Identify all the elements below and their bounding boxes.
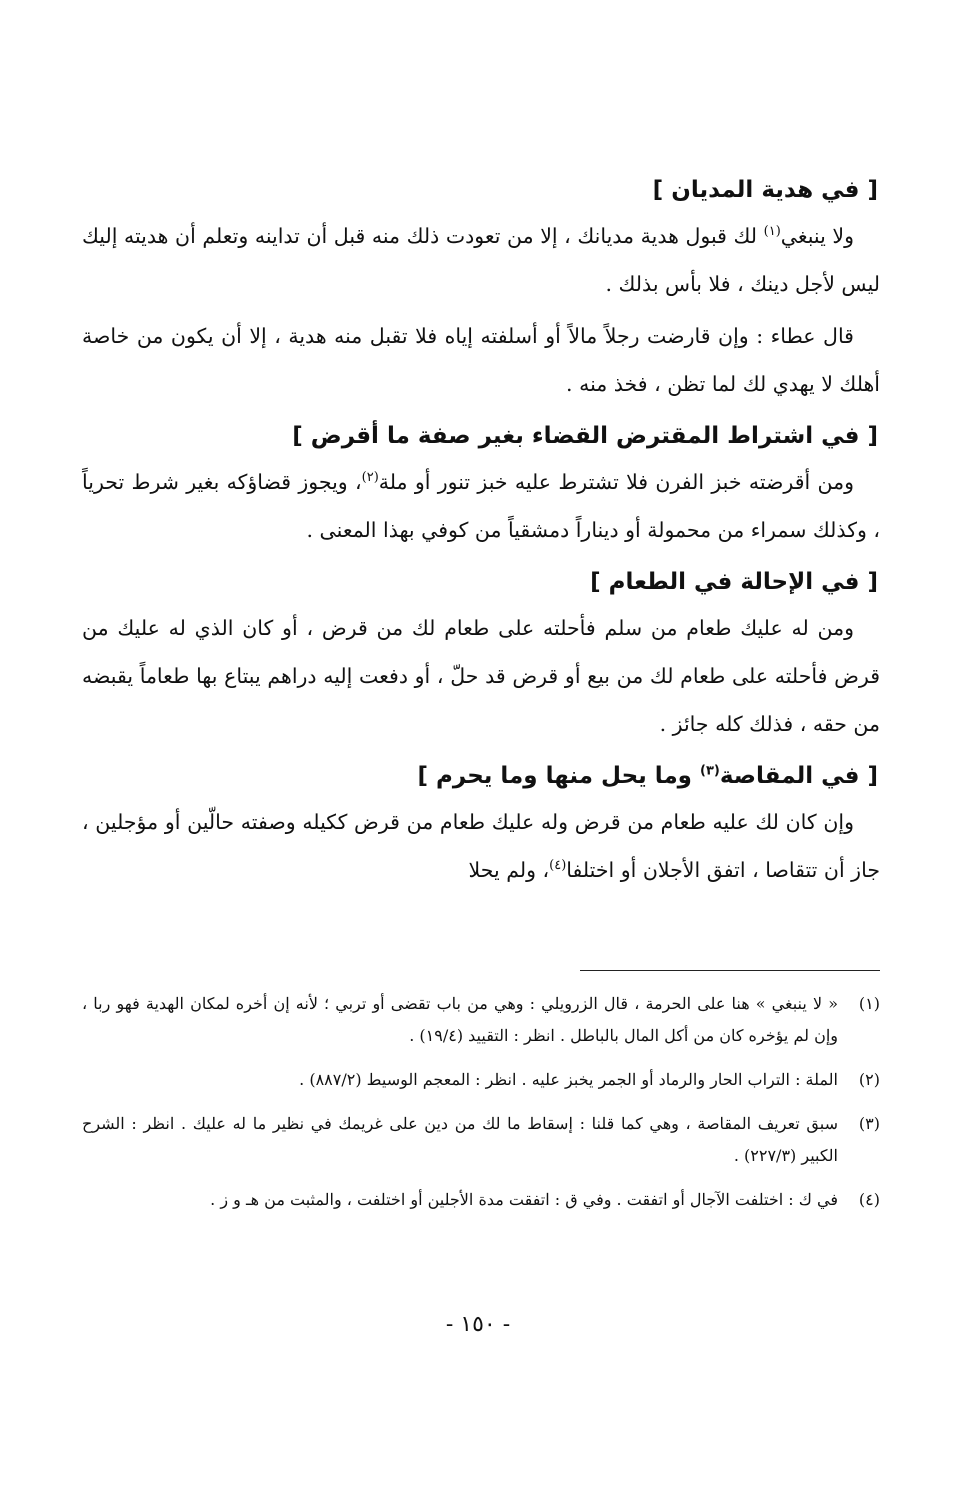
footnote-ref[interactable]: (١) xyxy=(763,224,781,240)
page-number: - ١٥٠ - xyxy=(445,1312,511,1337)
section-heading: [ في الإحالة في الطعام ] xyxy=(590,569,878,595)
paragraph-text: ومن له عليك طعام من سلم فأحلته على طعام لك من قرض ، أو كان الذي له عليك من قرض فأحلته على طعام لك من بيع أو قرض قد حلّ ، أو دفعت إليه دراهم يبتاع بها طعاماً يقبضه من حقه ، فذلك كله جائز . xyxy=(82,616,880,736)
footnote-divider xyxy=(580,970,880,971)
footnote-ref[interactable]: (٣) xyxy=(699,763,720,779)
footnote-text: في ك : اختلفت الآجال أو اتفقت . وفي ق : اتفقت مدة الأجلين أو اختلفت ، والمثبت من هـ و ز . xyxy=(210,1190,838,1209)
footnote-ref[interactable]: (٢) xyxy=(361,470,379,486)
footnote-number: (٣) xyxy=(858,1114,880,1133)
footnote xyxy=(82,1064,880,1096)
footnote-text: سبق تعريف المقاصة ، وهي كما قلنا : إسقاط ما لك من دين على غريمك في نظير ما له عليك . انظر : الشرح الكبير (٢٢٧/٣) . xyxy=(82,1114,838,1165)
footnote-number: (٢) xyxy=(858,1070,880,1089)
page-body xyxy=(82,168,880,894)
footnote-text: « لا ينبغي » هنا على الحرمة ، قال الزرويلي : وهي من باب تقضى أو تربي ؛ لأنه إن أخره لمكان الهدية فهو ربا ، وإن لم يؤخره كان من أكل المال بالباطل . انظر : التقييد (١٩/٤) . xyxy=(82,994,838,1045)
footnote-ref[interactable]: (٤) xyxy=(549,858,567,874)
section-heading: [ في اشتراط المقترض القضاء بغير صفة ما أقرض ] xyxy=(292,423,878,449)
paragraph xyxy=(82,212,880,308)
heading-text: وما يحل منها وما يحرم ] xyxy=(417,763,700,789)
footnote xyxy=(82,1184,880,1216)
paragraph xyxy=(82,312,880,408)
footnote xyxy=(82,988,880,1052)
paragraph-text: ومن أقرضته خبز الفرن فلا تشترط عليه خبز تنور أو ملة xyxy=(378,470,854,494)
section-heading: [ في هدية المديان ] xyxy=(652,177,878,203)
footnote-number: (١) xyxy=(858,994,880,1013)
paragraph-text: ، ويجوز قضاؤكه بغير شرط تحرياً ، وكذلك سمراء من محمولة أو ديناراً دمشقياً من كوفي بهذا المعنى . xyxy=(82,470,880,542)
paragraph-text: ، ولم يحلا xyxy=(468,858,550,882)
footnote-number: (٤) xyxy=(858,1190,880,1209)
section-heading xyxy=(82,754,880,798)
paragraph-text: لك قبول هدية مديانك ، إلا من تعودت ذلك منه قبل أن تداينه وتعلم أن هديته إليك ليس لأجل دينك ، فلا بأس بذلك . xyxy=(82,224,880,296)
heading-text: [ في المقاصة xyxy=(719,763,878,789)
paragraph-text: ولا ينبغي xyxy=(780,224,854,248)
paragraph xyxy=(82,798,880,894)
paragraph-text: قال عطاء : وإن قارضت رجلاً مالاً أو أسلفته إياه فلا تقبل منه هدية ، إلا أن يكون من خاصة أهلك لا يهدي لك لما تظن ، فخذ منه . xyxy=(82,324,880,396)
paragraph xyxy=(82,604,880,748)
footnote-text: الملة : التراب الحار والرماد أو الجمر يخبز عليه . انظر : المعجم الوسيط (٨٨٧/٢) . xyxy=(299,1070,838,1089)
footnote xyxy=(82,1108,880,1172)
paragraph-text: وإن كان لك عليه طعام من قرض وله عليك طعام من قرض ككيله وصفته حالّين أو مؤجلين ، جاز أن تتقاصا ، اتفق الأجلان أو اختلفا xyxy=(82,810,880,882)
paragraph xyxy=(82,458,880,554)
footnotes xyxy=(82,988,880,1228)
